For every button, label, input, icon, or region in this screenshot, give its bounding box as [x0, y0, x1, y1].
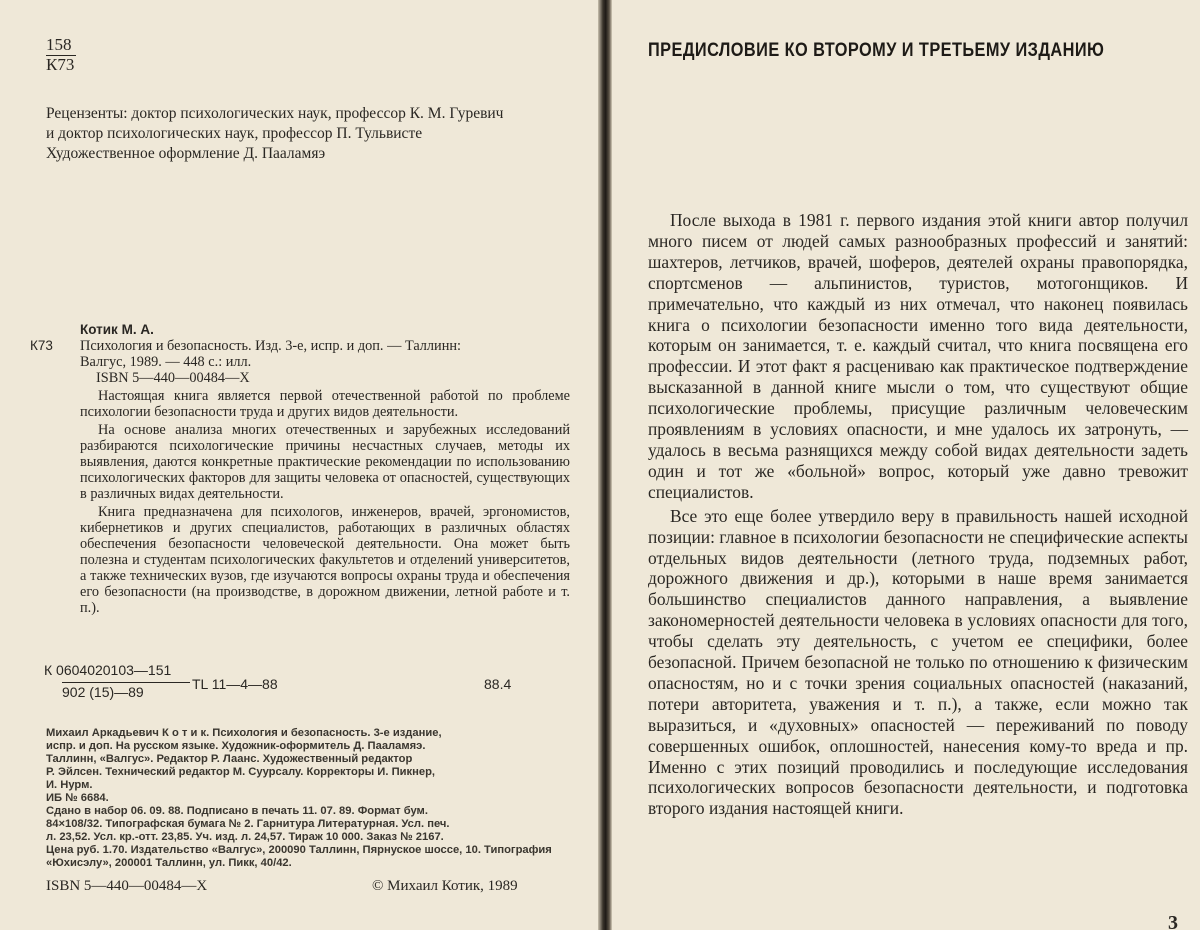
imprint-line: 84×108/32. Типографская бумага № 2. Гарнитура Литературная. Усл. печ.	[46, 818, 450, 830]
isbn-line: ISBN 5—440—00484—X	[96, 370, 250, 386]
bottom-isbn: ISBN 5—440—00484—X	[46, 878, 208, 894]
reviewers-line: Художественное оформление Д. Пааламяэ	[46, 145, 326, 162]
imprint-block	[46, 727, 561, 870]
imprint-line: Цена руб. 1.70. Издательство «Валгус», 200090 Таллинн, Пярнуское шоссе, 10. Типография «Юхисэлу», 200001 Таллинн, ул. Пикк, 40/42.	[46, 844, 552, 869]
index-top: К 0604020103—151	[44, 662, 172, 678]
index-bottom: 902 (15)—89	[62, 684, 144, 700]
right-page	[612, 0, 1200, 930]
reviewers-line: Рецензенты: доктор психологических наук, профессор К. М. Гуревич	[46, 105, 504, 122]
bbk-code: 88.4	[484, 676, 512, 692]
abstract-paragraph: На основе анализа многих отечественных и зарубежных исследований разбираются психологические причины несчастных случаев, методы их выявления, даются конкретные практические рекомендации по использованию психологических факторов для защиты человека от опасностей, существующих в различных видах деятельности.	[80, 422, 570, 502]
preface-body	[648, 210, 1188, 819]
imprint-line: ИБ № 6684.	[46, 792, 109, 804]
udk-code: К73	[46, 55, 75, 74]
udk-number: 158	[46, 36, 76, 56]
imprint-line: Сдано в набор 06. 09. 88. Подписано в печать 11. 07. 89. Формат бум.	[46, 805, 428, 817]
imprint-line: Р. Эйлсен. Технический редактор М. Суурсалу. Корректоры И. Пикнер,	[46, 766, 436, 778]
preface-paragraph: Все это еще более утвердило веру в правильность нашей исходной позиции: главное в психологии безопасности не специфические аспекты отдельных видов деятельности (летного труда, подземных работ, дорожного движения и др.), которыми в наше время занимается большинство специалистов данного направления, а выявление закономерностей деятельности человека в условиях опасности для того, чтобы сделать эту деятельность, с учетом ее специфики, более безопасной. Причем безопасной не только по отношению к физическим опасностям, но и с точки зрения социальных опасностей (наказаний, потери авторитета, уважения и т. п.), а также, если можно так выразиться, и «духовных» опасностей — переживаний по поводу совершенных ошибок, оплошностей, нанесения кому-то вреда и пр. Именно с этих позиций проводились и последующие исследования психологических вопросов безопасности деятельности, и подготовка второго издания настоящей книги.	[648, 505, 1188, 819]
publisher-line: Валгус, 1989. — 448 с.: илл.	[80, 354, 252, 370]
abstract-paragraph: Книга предназначена для психологов, инженеров, врачей, эргономистов, кибернетиков и других специалистов, работающих в различных областях обеспечения безопасности человеческой деятельности. Она может быть полезна и студентам психологических факультетов и отделений университетов, а также технических вузов, где изучаются вопросы охраны труда и обеспечения его безопасности (на производстве, в дорожном движении, летной работе и т. п.).	[80, 504, 570, 616]
k-code: К73	[30, 338, 53, 353]
book-gutter	[598, 0, 612, 930]
imprint-line: л. 23,52. Усл. кр.-отт. 23,85. Уч. изд. л. 24,57. Тираж 10 000. Заказ № 2167.	[46, 831, 444, 843]
imprint-line: Таллинн, «Валгус». Редактор Р. Лаанс. Художественный редактор	[46, 753, 413, 765]
abstract-paragraph: Настоящая книга является первой отечественной работой по проблеме психологии безопасности труда и других видов деятельности.	[80, 388, 570, 420]
reviewers-block	[46, 104, 586, 164]
imprint-line: испр. и доп. На русском языке. Художник-оформитель Д. Пааламяэ.	[46, 740, 426, 752]
imprint-line: Михаил Аркадьевич К о т и к. Психология и безопасность. 3-е издание,	[46, 727, 442, 739]
fraction-divider	[62, 682, 190, 683]
preface-title: ПРЕДИСЛОВИЕ КО ВТОРОМУ И ТРЕТЬЕМУ ИЗДАНИЮ	[648, 40, 1105, 61]
udk-classification	[46, 36, 76, 74]
imprint-line: И. Нурм.	[46, 779, 93, 791]
book-title-line: Психология и безопасность. Изд. 3-е, испр. и доп. — Таллинн:	[80, 338, 461, 354]
publishing-index	[44, 662, 564, 704]
index-tl: TL 11—4—88	[192, 676, 278, 692]
page-number: 3	[1168, 912, 1178, 930]
title-row	[30, 338, 570, 354]
bibliographic-record	[30, 322, 570, 616]
author-name: Котик М. А.	[80, 322, 154, 337]
preface-paragraph: После выхода в 1981 г. первого издания этой книги автор получил много писем от людей самых разнообразных профессий и занятий: шахтеров, летчиков, врачей, шоферов, деятелей охраны правопорядка, спортсменов — альпинистов, туристов, мотогонщиков. И примечательно, что каждый из них отмечал, что наконец появилась книга о психологии безопасности именно того вида деятельности, которым он занимается, т. е. каждый считал, что книга посвящена его профессии. И этот факт я расцениваю как практическое подтверждение высказанной в данной книге мысли о том, что существуют общие психологические проблемы, присущие различным человеческим проявлениям в условиях опасности, и мне удалось их затронуть, — удалось в весьма разнящихся между собой видах деятельности задеть один и тот же «больной» вопрос, который уже давно тревожит специалистов.	[648, 210, 1188, 502]
reviewers-line: и доктор психологических наук, профессор П. Тульвисте	[46, 125, 423, 142]
left-page	[0, 0, 598, 930]
copyright-notice: © Михаил Котик, 1989	[372, 878, 518, 894]
